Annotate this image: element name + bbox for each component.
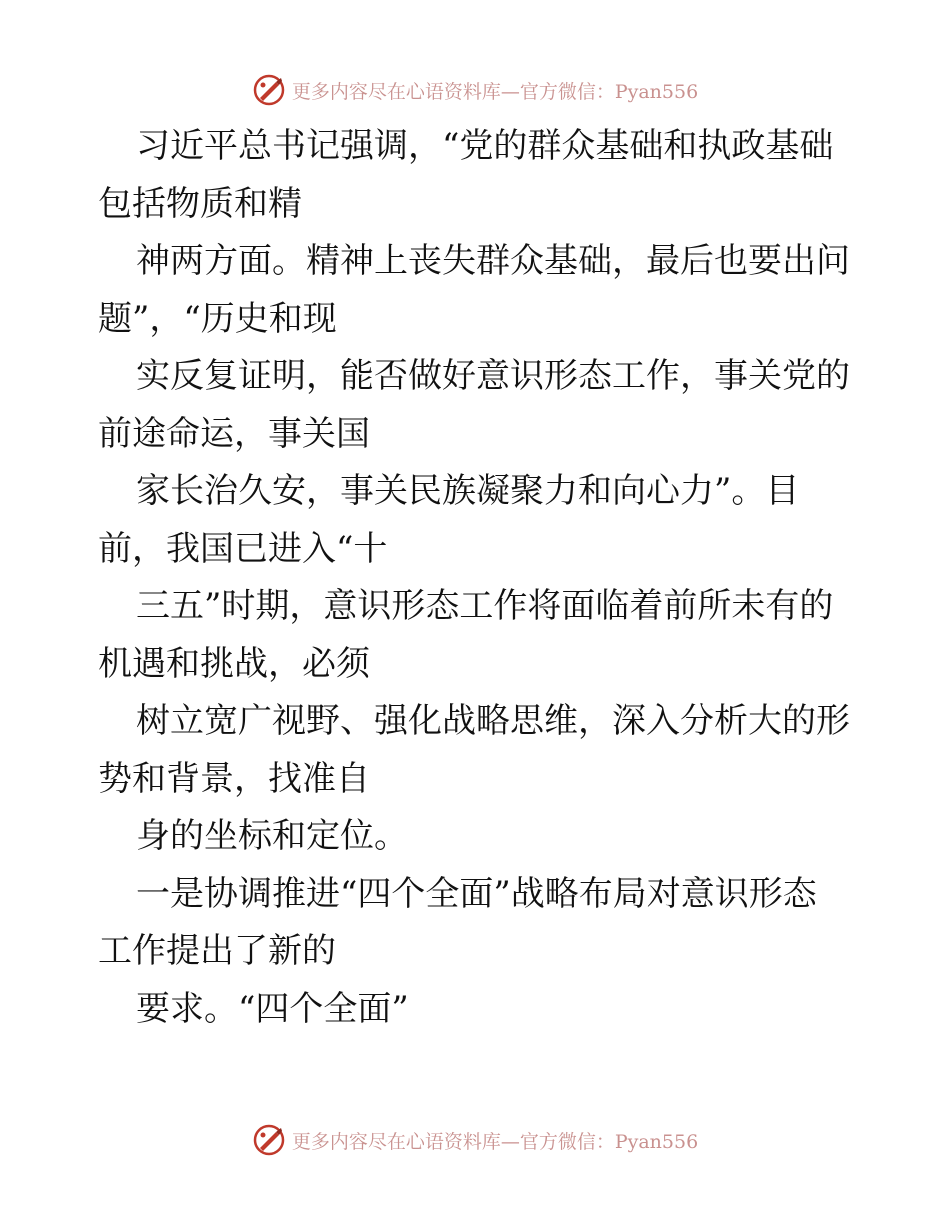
body-line: 树立宽广视野、强化战略思维，深入分析大的形 — [136, 701, 850, 741]
footer-banner — [0, 1120, 950, 1160]
quill-circle-logo-icon — [252, 73, 286, 107]
body-line: 身的坐标和定位。 — [136, 816, 408, 856]
quill-circle-logo-icon — [252, 1123, 286, 1157]
body-line: 题”，“历史和现 — [98, 298, 337, 339]
header-banner-text: 更多内容尽在心语资料库—官方微信：Pyan556 — [291, 80, 699, 103]
body-line: 习近平总书记强调，“党的群众基础和执政基础 — [136, 126, 834, 166]
body-line: 包括物质和精 — [98, 183, 302, 224]
body-line: 神两方面。精神上丧失群众基础，最后也要出问 — [136, 241, 850, 281]
body-line: 家长治久安，事关民族凝聚力和向心力”。目 — [136, 471, 800, 511]
document-body — [98, 118, 858, 1038]
body-line: 一是协调推进“四个全面”战略布局对意识形态 — [136, 873, 817, 914]
body-line: 前，我国已进入“十 — [98, 528, 388, 569]
body-line: 工作提出了新的 — [98, 931, 336, 971]
body-line: 势和背景，找准自 — [98, 758, 370, 799]
body-line: 要求。“四个全面” — [136, 988, 409, 1029]
body-line: 实反复证明，能否做好意识形态工作，事关党的 — [136, 356, 850, 396]
footer-banner-text: 更多内容尽在心语资料库—官方微信：Pyan556 — [291, 1130, 699, 1153]
header-banner — [0, 70, 950, 110]
body-line: 三五”时期，意识形态工作将面临着前所未有的 — [136, 586, 834, 626]
body-line: 机遇和挑战，必须 — [98, 643, 370, 684]
body-line: 前途命运，事关国 — [98, 413, 370, 454]
